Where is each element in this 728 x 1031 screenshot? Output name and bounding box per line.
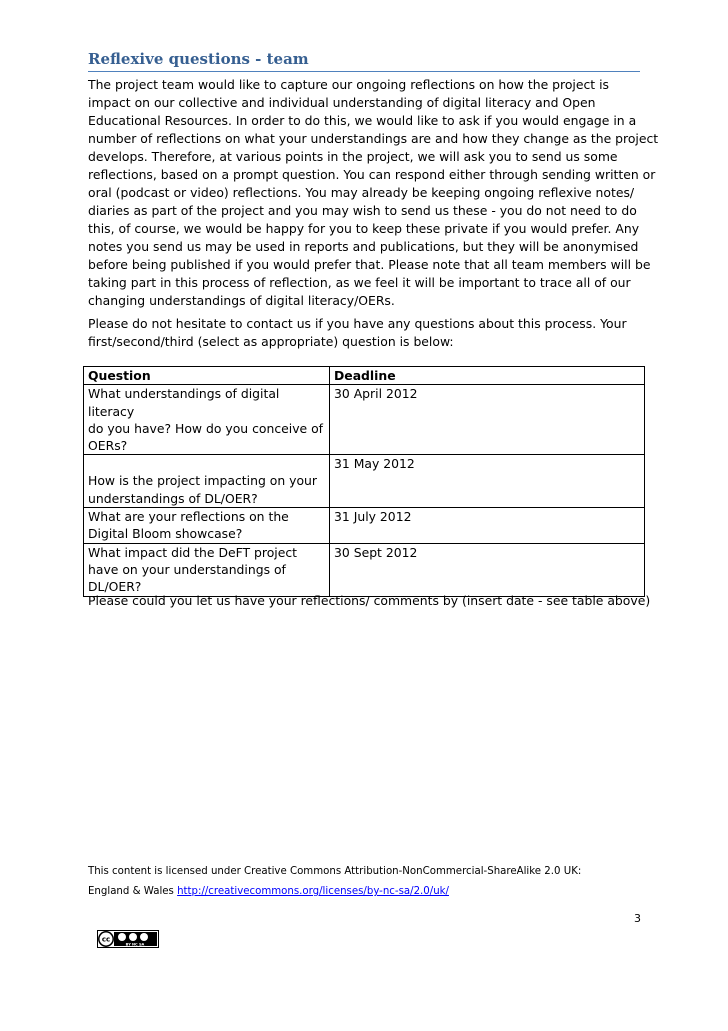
license-line — [88, 882, 644, 902]
contact-line: first/second/third (select as appropriate) question is below: — [88, 334, 454, 349]
question-column-header: Question — [84, 367, 330, 385]
question-cell — [84, 543, 330, 596]
table-row — [84, 508, 645, 544]
questions-table — [83, 366, 645, 597]
intro-paragraph — [88, 76, 659, 310]
question-text: What are your reflections on the Digital Bloom showcase? — [88, 509, 289, 542]
table-row — [84, 455, 645, 508]
deadline-cell — [330, 455, 645, 508]
question-cell — [84, 455, 330, 508]
intro-line: impact on our collective and individual understanding of digital literacy and Open — [88, 95, 596, 110]
intro-line: develops. Therefore, at various points in the project, we will ask you to send us some — [88, 149, 618, 164]
deadline-cell — [330, 385, 645, 455]
deadline-cell — [330, 508, 645, 544]
intro-line: diaries as part of the project and you may wish to send us these - you do not need to do — [88, 203, 637, 218]
intro-line: The project team would like to capture our ongoing reflections on how the project is — [88, 77, 609, 92]
deadline-text: 30 April 2012 — [334, 386, 418, 402]
table-row — [84, 543, 645, 596]
deadline-text: 30 Sept 2012 — [334, 544, 418, 560]
deadline-request-text: Please could you let us have your reflections/ comments by (insert date - see table above) — [88, 593, 651, 608]
question-text: What impact did the DeFT project have on your understandings of DL/OER? — [88, 544, 298, 595]
page-heading: Reflexive questions - team — [88, 50, 640, 72]
question-text: How is the project impacting on your understandings of DL/OER? — [88, 473, 317, 506]
license-footer — [88, 862, 644, 902]
svg-text:cc: cc — [101, 935, 111, 944]
intro-line: notes you send us may be used in reports and publications, but they will be anonymised — [88, 239, 639, 254]
deadline-text: 31 July 2012 — [334, 509, 412, 525]
license-link[interactable]: http://creativecommons.org/licenses/by-nc-sa/2.0/uk/ — [177, 886, 449, 897]
intro-line: Educational Resources. In order to do this, we would like to ask if you would engage in a — [88, 113, 637, 128]
deadline-text: 31 May 2012 — [334, 456, 415, 472]
question-cell — [84, 508, 330, 544]
question-text: What understandings of digital literacy do you have? How do you conceive of OERs? — [88, 386, 324, 454]
creative-commons-badge-icon — [97, 930, 159, 948]
cc-badge-text: BY NC SA — [125, 942, 145, 947]
table-row — [84, 385, 645, 455]
license-region-text: England & Wales — [88, 886, 178, 897]
contact-paragraph — [88, 315, 644, 351]
question-cell — [84, 385, 330, 455]
contact-line: Please do not hesitate to contact us if you have any questions about this process. Your — [88, 316, 627, 331]
intro-line: taking part in this process of reflection, as we feel it will be important to trace all of our — [88, 275, 631, 290]
table-header-row — [84, 367, 645, 385]
intro-line: before being published if you would prefer that. Please note that all team members will be — [88, 257, 651, 272]
page-number: 3 — [634, 912, 641, 925]
license-line: This content is licensed under Creative Commons Attribution-NonCommercial-ShareAlike 2.0 UK: — [88, 866, 582, 877]
intro-line: number of reflections on what your understandings are and how they change as the project — [88, 131, 659, 146]
intro-line: oral (podcast or video) reflections. You may already be keeping ongoing reflexive notes/ — [88, 185, 635, 200]
intro-line: this, of course, we would be happy for you to keep these private if you would prefer. Any — [88, 221, 640, 236]
intro-line: reflections, based on a prompt question. You can respond either through sending written or — [88, 167, 656, 182]
intro-line: changing understandings of digital literacy/OERs. — [88, 293, 395, 308]
deadline-cell — [330, 543, 645, 596]
deadline-column-header: Deadline — [330, 367, 645, 385]
